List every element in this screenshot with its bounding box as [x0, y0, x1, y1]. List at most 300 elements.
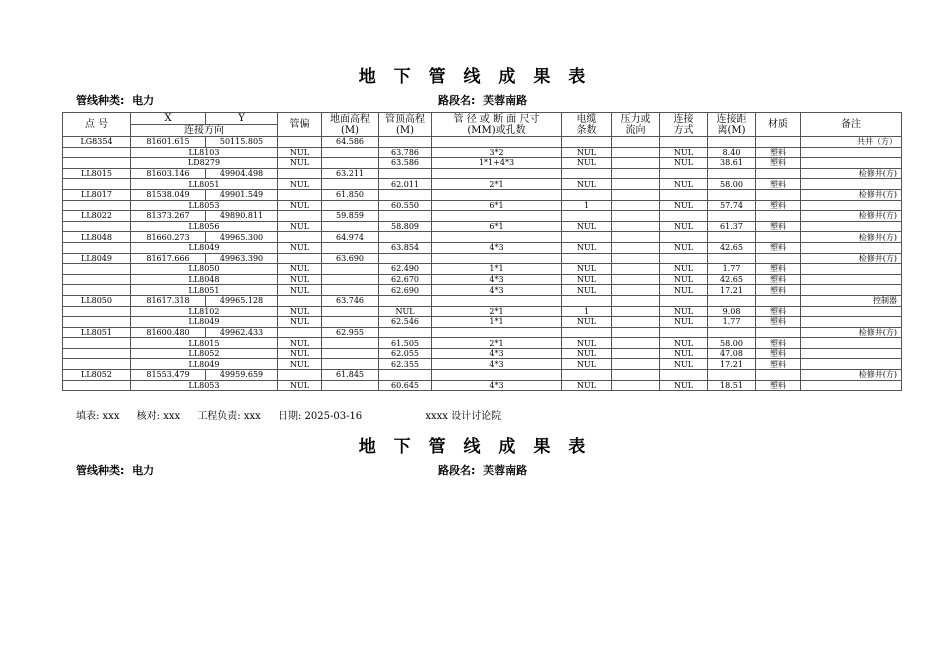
cell-point — [63, 179, 131, 190]
cell-offset — [278, 168, 322, 179]
cell-pressure — [612, 380, 660, 391]
cell-x: 81617.318 — [131, 295, 206, 306]
cell-x: 81601.615 — [131, 137, 206, 148]
point-row — [63, 211, 902, 222]
cell-pressure — [612, 370, 660, 381]
cell-material — [756, 189, 801, 200]
cell-size: 4*3 — [432, 242, 562, 253]
cell-connect-dist — [708, 327, 756, 338]
cell-offset — [278, 189, 322, 200]
cell-offset — [278, 137, 322, 148]
connection-row — [63, 147, 902, 158]
cell-size — [432, 253, 562, 264]
road-section-repeat — [438, 462, 527, 478]
footer-institute: xxxx 设计讨论院 — [425, 411, 502, 422]
header-material: 材质 — [756, 113, 801, 137]
cell-offset: NUL — [278, 242, 322, 253]
cell-cables — [562, 253, 612, 264]
cell-ground-elev — [322, 264, 379, 275]
cell-ground-elev — [322, 285, 379, 296]
cell-connect-type: NUL — [660, 274, 708, 285]
cell-x: 81660.273 — [131, 232, 206, 243]
point-row — [63, 137, 902, 148]
cell-offset: NUL — [278, 285, 322, 296]
road-label: 路段名: — [438, 464, 476, 477]
cell-remark — [801, 380, 902, 391]
cell-point: LL8051 — [63, 327, 131, 338]
cell-connect-dist: 58.00 — [708, 179, 756, 190]
cell-connect-dist — [708, 189, 756, 200]
cell-ground-elev — [322, 221, 379, 232]
connection-row — [63, 200, 902, 211]
cell-x: 81373.267 — [131, 211, 206, 222]
pipeline-type-label: 管线种类: — [76, 94, 125, 107]
cell-offset — [278, 211, 322, 222]
cell-connect-dist — [708, 168, 756, 179]
cell-pressure — [612, 264, 660, 275]
cell-ground-elev: 63.746 — [322, 295, 379, 306]
connection-row — [63, 242, 902, 253]
cell-connect-dir: LL8049 — [131, 359, 278, 370]
cell-remark — [801, 221, 902, 232]
cell-connect-type: NUL — [660, 221, 708, 232]
cell-connect-type — [660, 137, 708, 148]
cell-cables: NUL — [562, 179, 612, 190]
cell-connect-type: NUL — [660, 264, 708, 275]
cell-offset: NUL — [278, 348, 322, 359]
cell-offset: NUL — [278, 317, 322, 328]
cell-ground-elev — [322, 242, 379, 253]
cell-size — [432, 211, 562, 222]
road-value: 芙蓉南路 — [483, 94, 528, 107]
cell-connect-type — [660, 370, 708, 381]
cell-connect-dist: 42.65 — [708, 274, 756, 285]
cell-ground-elev: 61.850 — [322, 189, 379, 200]
connection-row — [63, 348, 902, 359]
cell-point — [63, 359, 131, 370]
pipeline-type-value: 电力 — [132, 94, 155, 107]
cell-material: 塑料 — [756, 380, 801, 391]
cell-cables: NUL — [562, 147, 612, 158]
cell-ground-elev: 63.690 — [322, 253, 379, 264]
footer-date: 日期: 2025-03-16 — [277, 411, 363, 422]
cell-connect-dist — [708, 370, 756, 381]
header-pressure: 压力或 流向 — [612, 113, 660, 137]
cell-offset: NUL — [278, 306, 322, 317]
cell-ground-elev — [322, 274, 379, 285]
cell-offset: NUL — [278, 147, 322, 158]
cell-material — [756, 253, 801, 264]
cell-pipe-top: 60.645 — [379, 380, 432, 391]
cell-size — [432, 327, 562, 338]
cell-material — [756, 232, 801, 243]
cell-cables — [562, 232, 612, 243]
cell-ground-elev: 64.974 — [322, 232, 379, 243]
cell-connect-type: NUL — [660, 380, 708, 391]
cell-remark — [801, 348, 902, 359]
pipeline-type-value: 电力 — [132, 464, 155, 477]
point-row — [63, 370, 902, 381]
connection-row — [63, 338, 902, 349]
cell-pipe-top: 63.786 — [379, 147, 432, 158]
cell-point: LL8050 — [63, 295, 131, 306]
cell-size: 4*3 — [432, 359, 562, 370]
header-ground-elev: 地面高程 (M) — [322, 113, 379, 137]
cell-remark — [801, 242, 902, 253]
header-cables: 电缆 条数 — [562, 113, 612, 137]
cell-material: 塑料 — [756, 147, 801, 158]
cell-connect-type: NUL — [660, 147, 708, 158]
cell-offset: NUL — [278, 274, 322, 285]
cell-pressure — [612, 306, 660, 317]
cell-pressure — [612, 221, 660, 232]
road-section — [438, 92, 527, 108]
cell-pipe-top — [379, 295, 432, 306]
footer-checker: 核对: xxx — [136, 411, 181, 422]
header-pipe-top-elev: 管顶高程 (M) — [379, 113, 432, 137]
cell-material — [756, 211, 801, 222]
cell-x: 81553.479 — [131, 370, 206, 381]
cell-connect-dir: LL8051 — [131, 285, 278, 296]
cell-connect-dir: LL8103 — [131, 147, 278, 158]
cell-material: 塑料 — [756, 158, 801, 169]
cell-pipe-top: 60.550 — [379, 200, 432, 211]
cell-x: 81603.146 — [131, 168, 206, 179]
point-row — [63, 189, 902, 200]
cell-pressure — [612, 348, 660, 359]
cell-connect-type: NUL — [660, 285, 708, 296]
cell-cables: NUL — [562, 380, 612, 391]
cell-ground-elev — [322, 348, 379, 359]
cell-cables: NUL — [562, 338, 612, 349]
cell-point — [63, 348, 131, 359]
cell-pipe-top: 63.586 — [379, 158, 432, 169]
header-connect-dir: 连接方向 — [131, 125, 278, 137]
cell-connect-dist: 61.37 — [708, 221, 756, 232]
cell-connect-dist — [708, 137, 756, 148]
cell-cables: NUL — [562, 359, 612, 370]
cell-connect-type — [660, 211, 708, 222]
point-row — [63, 253, 902, 264]
cell-connect-dir: LL8102 — [131, 306, 278, 317]
cell-remark: 检修井(方) — [801, 327, 902, 338]
cell-ground-elev — [322, 306, 379, 317]
cell-size — [432, 137, 562, 148]
cell-ground-elev: 59.859 — [322, 211, 379, 222]
road-value: 芙蓉南路 — [483, 464, 528, 477]
cell-remark: 检修井(方) — [801, 168, 902, 179]
cell-x: 81600.480 — [131, 327, 206, 338]
cell-remark — [801, 274, 902, 285]
cell-material — [756, 295, 801, 306]
cell-ground-elev — [322, 179, 379, 190]
cell-point — [63, 285, 131, 296]
cell-offset: NUL — [278, 338, 322, 349]
cell-ground-elev — [322, 338, 379, 349]
cell-material: 塑料 — [756, 317, 801, 328]
cell-pipe-top — [379, 327, 432, 338]
cell-connect-dist — [708, 232, 756, 243]
cell-pressure — [612, 242, 660, 253]
cell-cables — [562, 327, 612, 338]
footer-engineer: 工程负责: xxx — [197, 411, 261, 422]
cell-ground-elev — [322, 317, 379, 328]
cell-point: LL8048 — [63, 232, 131, 243]
page-title-repeat: 地 下 管 线 成 果 表 — [358, 437, 592, 457]
cell-pipe-top: 62.355 — [379, 359, 432, 370]
cell-remark: 检修井(方) — [801, 232, 902, 243]
results-table — [62, 112, 902, 391]
cell-remark — [801, 179, 902, 190]
cell-size: 4*3 — [432, 348, 562, 359]
cell-pipe-top — [379, 137, 432, 148]
cell-connect-dist: 1.77 — [708, 317, 756, 328]
cell-connect-type: NUL — [660, 158, 708, 169]
connection-row — [63, 380, 902, 391]
footer-filler: 填表: xxx — [76, 411, 120, 422]
cell-remark: 检修井(方) — [801, 253, 902, 264]
cell-connect-type: NUL — [660, 179, 708, 190]
cell-connect-type: NUL — [660, 317, 708, 328]
cell-pipe-top — [379, 168, 432, 179]
cell-size — [432, 168, 562, 179]
cell-remark — [801, 285, 902, 296]
cell-point — [63, 274, 131, 285]
cell-remark — [801, 317, 902, 328]
cell-material: 塑料 — [756, 264, 801, 275]
cell-point — [63, 158, 131, 169]
cell-connect-dist: 18.51 — [708, 380, 756, 391]
cell-point — [63, 242, 131, 253]
cell-material: 塑料 — [756, 338, 801, 349]
cell-size: 3*2 — [432, 147, 562, 158]
cell-connect-dist — [708, 253, 756, 264]
cell-size: 6*1 — [432, 221, 562, 232]
cell-offset — [278, 370, 322, 381]
cell-pipe-top — [379, 211, 432, 222]
cell-remark — [801, 338, 902, 349]
cell-connect-type — [660, 232, 708, 243]
cell-connect-dir: LL8056 — [131, 221, 278, 232]
cell-pressure — [612, 189, 660, 200]
cell-connect-dist: 1.77 — [708, 264, 756, 275]
cell-pipe-top — [379, 370, 432, 381]
cell-material: 塑料 — [756, 242, 801, 253]
cell-connect-dir: LL8048 — [131, 274, 278, 285]
cell-cables — [562, 168, 612, 179]
cell-pressure — [612, 168, 660, 179]
pipeline-type-label: 管线种类: — [76, 464, 125, 477]
cell-connect-dir: LL8052 — [131, 348, 278, 359]
pipeline-type — [76, 92, 154, 108]
cell-connect-dist: 17.21 — [708, 285, 756, 296]
cell-cables: NUL — [562, 242, 612, 253]
cell-cables — [562, 211, 612, 222]
cell-size — [432, 370, 562, 381]
cell-material: 塑料 — [756, 348, 801, 359]
cell-point: LL8015 — [63, 168, 131, 179]
cell-material: 塑料 — [756, 200, 801, 211]
pipeline-type-repeat — [76, 462, 154, 478]
cell-connect-type — [660, 327, 708, 338]
cell-point: LG8354 — [63, 137, 131, 148]
cell-ground-elev: 61.845 — [322, 370, 379, 381]
road-label: 路段名: — [438, 94, 476, 107]
cell-pressure — [612, 200, 660, 211]
cell-material: 塑料 — [756, 179, 801, 190]
footer — [76, 407, 515, 422]
header-x: X — [131, 113, 206, 125]
cell-pressure — [612, 285, 660, 296]
cell-point: LL8017 — [63, 189, 131, 200]
cell-material — [756, 168, 801, 179]
cell-point: LL8022 — [63, 211, 131, 222]
cell-cables: 1 — [562, 200, 612, 211]
connection-row — [63, 158, 902, 169]
cell-ground-elev — [322, 359, 379, 370]
cell-connect-dir: LL8049 — [131, 242, 278, 253]
connection-row — [63, 179, 902, 190]
cell-offset — [278, 327, 322, 338]
cell-point — [63, 317, 131, 328]
cell-remark — [801, 306, 902, 317]
cell-pipe-top: 58.809 — [379, 221, 432, 232]
cell-offset: NUL — [278, 380, 322, 391]
cell-pressure — [612, 253, 660, 264]
cell-connect-dir: LL8050 — [131, 264, 278, 275]
connection-row — [63, 274, 902, 285]
cell-pipe-top: 62.011 — [379, 179, 432, 190]
cell-pipe-top — [379, 253, 432, 264]
cell-remark: 检修井(方) — [801, 211, 902, 222]
cell-material: 塑料 — [756, 306, 801, 317]
cell-pipe-top: 62.055 — [379, 348, 432, 359]
page-title: 地 下 管 线 成 果 表 — [358, 67, 592, 87]
cell-pressure — [612, 338, 660, 349]
cell-size — [432, 189, 562, 200]
cell-x: 81617.666 — [131, 253, 206, 264]
cell-pipe-top: 62.670 — [379, 274, 432, 285]
cell-offset: NUL — [278, 158, 322, 169]
cell-cables: NUL — [562, 274, 612, 285]
cell-pressure — [612, 137, 660, 148]
cell-cables: NUL — [562, 158, 612, 169]
cell-size: 1*1 — [432, 264, 562, 275]
cell-x: 81538.049 — [131, 189, 206, 200]
header-y: Y — [206, 113, 278, 125]
cell-pressure — [612, 179, 660, 190]
cell-offset: NUL — [278, 200, 322, 211]
cell-connect-dist: 8.40 — [708, 147, 756, 158]
connection-row — [63, 264, 902, 275]
cell-size: 4*3 — [432, 285, 562, 296]
cell-point — [63, 200, 131, 211]
cell-point — [63, 147, 131, 158]
cell-connect-type: NUL — [660, 348, 708, 359]
cell-point — [63, 338, 131, 349]
cell-material: 塑料 — [756, 359, 801, 370]
cell-remark: 控制器 — [801, 295, 902, 306]
cell-y: 50115.805 — [206, 137, 278, 148]
cell-connect-dir: LD8279 — [131, 158, 278, 169]
header-connect-dist: 连接距 离(M) — [708, 113, 756, 137]
cell-size: 4*3 — [432, 274, 562, 285]
connection-row — [63, 221, 902, 232]
cell-ground-elev — [322, 380, 379, 391]
cell-y: 49904.498 — [206, 168, 278, 179]
cell-connect-dir: LL8053 — [131, 380, 278, 391]
header-offset: 管偏 — [278, 113, 322, 137]
cell-connect-type — [660, 189, 708, 200]
connection-row — [63, 359, 902, 370]
cell-point: LL8049 — [63, 253, 131, 264]
cell-size: 6*1 — [432, 200, 562, 211]
cell-point — [63, 306, 131, 317]
cell-connect-dist: 9.08 — [708, 306, 756, 317]
cell-remark — [801, 200, 902, 211]
cell-connect-dist — [708, 295, 756, 306]
cell-pipe-top: 62.490 — [379, 264, 432, 275]
point-row — [63, 232, 902, 243]
cell-remark — [801, 359, 902, 370]
cell-connect-dist: 58.00 — [708, 338, 756, 349]
cell-connect-dist: 38.61 — [708, 158, 756, 169]
cell-pressure — [612, 274, 660, 285]
point-row — [63, 327, 902, 338]
cell-material — [756, 370, 801, 381]
cell-pressure — [612, 359, 660, 370]
cell-size: 2*1 — [432, 306, 562, 317]
cell-cables — [562, 295, 612, 306]
cell-pressure — [612, 327, 660, 338]
cell-connect-type: NUL — [660, 242, 708, 253]
cell-cables: 1 — [562, 306, 612, 317]
cell-remark — [801, 158, 902, 169]
cell-size — [432, 295, 562, 306]
header-size: 管 径 或 断 面 尺寸 (MM)或孔数 — [432, 113, 562, 137]
cell-ground-elev: 62.955 — [322, 327, 379, 338]
cell-cables — [562, 370, 612, 381]
cell-y: 49901.549 — [206, 189, 278, 200]
cell-size: 4*3 — [432, 380, 562, 391]
cell-size: 1*1 — [432, 317, 562, 328]
cell-pressure — [612, 147, 660, 158]
cell-remark: 检修井(方) — [801, 370, 902, 381]
cell-remark — [801, 147, 902, 158]
cell-cables: NUL — [562, 348, 612, 359]
cell-pipe-top: NUL — [379, 306, 432, 317]
connection-row — [63, 306, 902, 317]
cell-pressure — [612, 295, 660, 306]
header-point: 点 号 — [63, 113, 131, 137]
cell-cables: NUL — [562, 317, 612, 328]
cell-pipe-top — [379, 189, 432, 200]
cell-connect-type — [660, 253, 708, 264]
cell-connect-dir: LL8049 — [131, 317, 278, 328]
header-row-1 — [63, 113, 902, 125]
header-remark: 备注 — [801, 113, 902, 137]
cell-remark — [801, 264, 902, 275]
cell-point: LL8052 — [63, 370, 131, 381]
cell-connect-type: NUL — [660, 359, 708, 370]
cell-pipe-top: 63.854 — [379, 242, 432, 253]
cell-ground-elev — [322, 147, 379, 158]
cell-connect-dist: 42.65 — [708, 242, 756, 253]
header-connect-type: 连接 方式 — [660, 113, 708, 137]
cell-material: 塑料 — [756, 221, 801, 232]
point-row — [63, 295, 902, 306]
point-row — [63, 168, 902, 179]
